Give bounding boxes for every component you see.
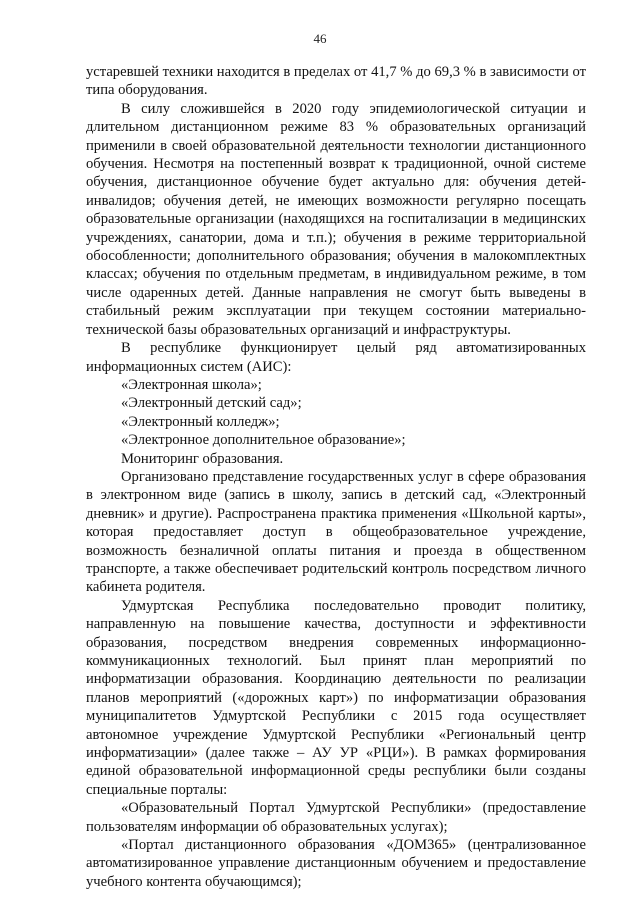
document-body <box>86 63 586 891</box>
paragraph: «Портал дистанционного образования «ДОМ365» (централизованное автоматизированное управление дистанционным обучением и предоставление учебного контента обучающимся); <box>86 837 586 890</box>
page-number: 46 <box>313 31 327 46</box>
list-item: Мониторинг образования. <box>121 450 284 467</box>
paragraph: Организовано представление государственных услуг в сфере образования в электронном виде (запись в школу, запись в детский сад, «Электронный дневник» и другие). Распространена практика применения «Школьной карты», которая предоставляет доступ в общеобразовательное учреждение, возможность безналичной оплаты питания и проезда в общественном транспорте, а также обеспечивает родительский контроль посредством личного кабинета родителя. <box>86 468 586 596</box>
paragraph: «Образовательный Портал Удмуртской Республики» (предоставление пользователям информации об образовательных услугах); <box>86 800 586 835</box>
list-item: «Электронный колледж»; <box>121 413 280 430</box>
list-item: «Электронная школа»; <box>121 376 262 393</box>
paragraph: В республике функционирует целый ряд автоматизированных информационных систем (АИС): <box>86 340 586 375</box>
paragraph: В силу сложившейся в 2020 году эпидемиологической ситуации и длительном дистанционном режиме 83 % образовательных организаций применили в своей образовательной деятельности технологии дистанционного обучения. Несмотря на постепенный возврат к традиционной, очной системе обучения, дистанционное обучение будет актуально для: обучения детей-инвалидов; обучения детей, не имеющих возможности регулярно посещать образовательные организации (находящихся на госпитализации в медицинских учреждениях, санатории, дома и т.п.); обучения в режиме территориальной обособленности; дополнительного образования; обучения в малокомплектных классах; обучения по отдельным предметам, в индивидуальном режиме, в том числе одаренных детей. Данные направления не смогут быть выведены в стабильный режим эксплуатации при текущем состоянии материально-технической базы образовательных организаций и инфраструктуры. <box>86 100 586 338</box>
paragraph: устаревшей техники находится в пределах от 41,7 % до 69,3 % в зависимости от типа оборудования. <box>86 64 586 99</box>
list-item: «Электронное дополнительное образование»; <box>121 432 406 449</box>
paragraph: Удмуртская Республика последовательно проводит политику, направленную на повышение качества, доступности и эффективности образования, посредством внедрения современных информационно-коммуникационных технологий. Был принят план мероприятий по информатизации образования. Координацию деятельности по реализации планов мероприятий («дорожных карт») по информатизации образования муниципалитетов Удмуртской Республики с 2015 года осуществляет автономное учреждение Удмуртской Республики «Региональный центр информатизации» (далее также – АУ УР «РЦИ»). В рамках формирования единой образовательной информационной среды республики были созданы специальные порталы: <box>86 597 586 798</box>
list-item: «Электронный детский сад»; <box>121 395 302 412</box>
